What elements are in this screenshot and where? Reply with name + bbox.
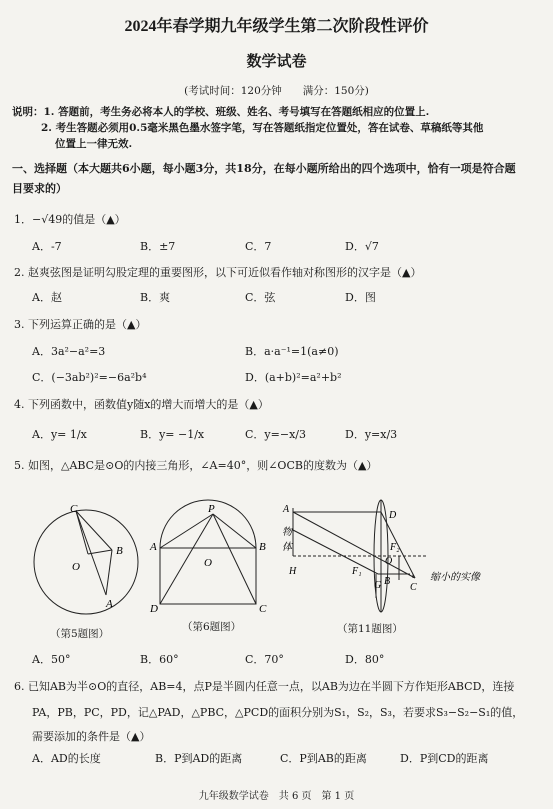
question-6-option-b: B．P到AD的距离 [155,752,243,765]
exam-subject: 数学试卷 [246,52,307,70]
question-3-option-c: C．(−3ab²)²=−6a²b⁴ [32,371,147,384]
question-4-option-d: D．y=x/3 [345,428,398,441]
question-5-option-d: D．80° [345,653,385,666]
fig11-label-o: O [385,556,393,567]
question-2-option-b: B．爽 [140,291,171,304]
section-1-heading-cont: 目要求的） [12,182,67,195]
question-6-option-d: D．P到CD的距离 [400,752,489,765]
fig5-label-c: C [70,503,78,515]
fig11-label-h: H [289,566,297,577]
fig11-label-g: G [374,580,382,591]
question-2-option-c: C．弦 [245,291,276,304]
fig5-label-o: O [72,561,80,573]
question-1-option-a: A．-7 [32,240,62,253]
question-5-option-a: A．50° [32,653,71,666]
fig11-label-b: B [384,576,391,587]
exam-info: (考试时间：120分钟 满分：150分) [184,85,369,97]
instruction-line-3: 位置上一律无效. [55,138,133,150]
figure-5 [34,510,138,614]
question-1-stem: 1．−√49的值是（▲） [14,213,126,226]
fig5-label-b: B [116,545,123,557]
fig11-label-a: A [283,504,290,515]
question-3-option-a: A．3a²−a²=3 [32,345,106,358]
question-5-stem: 5. 如图，△ABC是⊙O的内接三角形，∠A=40°，则∠OCB的度数为（▲） [14,459,378,472]
figure-6 [160,500,256,604]
fig6-label-a: A [150,541,157,553]
section-1-heading: 一、选择题（本大题共6小题，每小题3分，共18分，在每小题所给出的四个选项中，恰有一项是符合题 [12,162,516,175]
fig11-image-label: 缩小的实像 [430,572,480,583]
exam-title: 2024年春学期九年级学生第二次阶段性评价 [124,18,429,35]
question-4-option-b: B．y= −1/x [140,428,205,441]
question-6-stem-line-3: 需要添加的条件是（▲） [32,730,151,743]
question-1-option-d: D．√7 [345,240,379,253]
question-2-option-d: D．图 [345,291,376,304]
question-3-option-d: D．(a+b)²=a²+b² [245,371,342,384]
question-6-stem-line-1: 6. 已知AB为半⊙O的直径，AB=4，点P是半圆内任意一点，以AB为边在半圆下方作矩形ABCD，连接 [14,680,515,693]
fig6-label-b: B [259,541,266,553]
question-1-option-c: C．7 [245,240,272,253]
fig5-label-a: A [106,598,113,610]
question-4-stem: 4. 下列函数中，函数值y随x的增大而增大的是（▲） [14,398,269,411]
fig11-label-object-1: 物 [282,527,292,538]
question-3-stem: 3. 下列运算正确的是（▲） [14,318,147,331]
question-3-option-b: B．a·a⁻¹=1(a≠0) [245,345,339,358]
instruction-line-2: 2. 考生答题必须用0.5毫米黑色墨水签字笔，写在答题纸指定位置处，答在试卷、草稿纸等其他 [41,122,484,134]
fig6-label-p: P [208,503,215,515]
question-4-option-a: A．y= 1/x [32,428,87,441]
question-4-option-c: C．y=−x/3 [245,428,306,441]
figures-row [0,490,553,630]
figure-11-caption: （第11题图） [337,623,403,635]
fig6-label-c: C [259,603,267,615]
fig11-label-f2: F₂ [390,542,400,553]
figure-5-caption: （第5题图） [50,628,110,640]
instruction-line-1: 说明：1. 答题前，考生务必将本人的学校、班级、姓名、考号填写在答题纸相应的位置上. [12,106,430,118]
fig6-label-o: O [204,557,212,569]
question-2-stem: 2. 赵爽弦图是证明勾股定理的重要图形，以下可近似看作轴对称图形的汉字是（▲） [14,266,422,279]
figure-11 [293,500,428,612]
question-6-stem-line-2: PA，PB，PC，PD，记△PAD，△PBC，△PCD的面积分别为S₁，S₂，S₃，若要求S₃−S₂−S₁的值， [32,706,524,719]
question-6-option-a: A．AD的长度 [32,752,101,765]
question-2-option-a: A．赵 [32,291,62,304]
question-5-option-c: C．70° [245,653,284,666]
question-5-option-b: B．60° [140,653,179,666]
fig11-label-d: D [389,510,397,521]
fig6-label-d: D [150,603,158,615]
figure-6-caption: （第6题图） [182,621,242,633]
fig11-label-c: C [410,582,417,593]
question-6-option-c: C．P到AB的距离 [280,752,367,765]
fig11-label-f1: F₁ [352,566,362,577]
question-1-option-b: B．±7 [140,240,176,253]
fig11-label-object-2: 体 [282,542,292,553]
page-footer: 九年级数学试卷 共 6 页 第 1 页 [198,791,355,802]
